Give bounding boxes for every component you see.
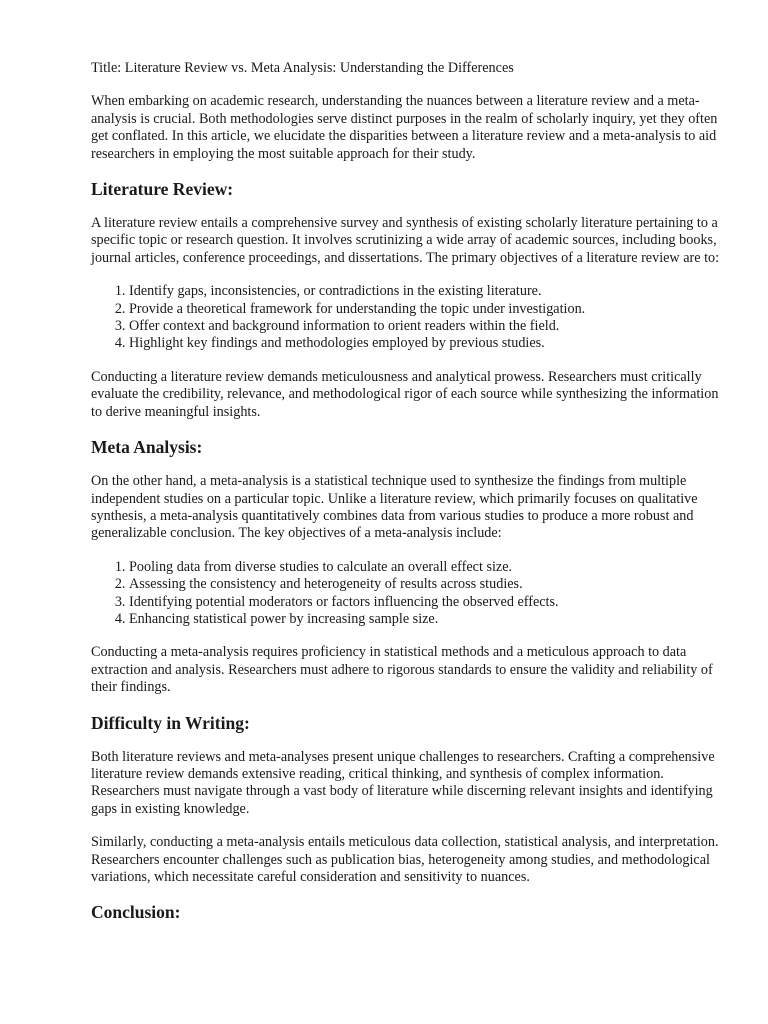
list-item: 2. Assessing the consistency and heterogeneity of results across studies. [129,576,727,593]
list-item: 3. Offer context and background information to orient readers within the field. [129,318,727,335]
meta-analysis-closing-paragraph: Conducting a meta-analysis requires proficiency in statistical methods and a meticulous approach to data extraction and analysis. Researchers must adhere to rigorous standards to ensure the validity and reliability of their findings. [91,644,713,696]
literature-review-paragraph: A literature review entails a comprehensive survey and synthesis of existing scholarly literature pertaining to a specific topic or research question. It involves scrutinizing a wide array of academic sources, including books, journal articles, conference proceedings, and dissertations. The primary objectives of a literature review are to: [91,215,720,266]
intro-paragraph: When embarking on academic research, understanding the nuances between a literature review and a meta-analysis is crucial. Both methodologies serve distinct purposes in the realm of scholarly inquiry, yet they often get conflated. In this article, we elucidate the disparities between a literature review and a meta-analysis to aid researchers in employing the most suitable approach for their study. [91,93,718,162]
document-title: Title: Literature Review vs. Meta Analysis: Understanding the Differences [91,60,514,76]
list-item: 2. Provide a theoretical framework for understanding the topic under investigation. [129,301,727,318]
list-item: 4. Highlight key findings and methodologies employed by previous studies. [129,335,727,352]
list-item: 4. Enhancing statistical power by increasing sample size. [129,611,727,628]
section-heading-conclusion: Conclusion: [91,902,181,923]
list-item: 1. Identify gaps, inconsistencies, or contradictions in the existing literature. [129,283,727,300]
list-item: 3. Identifying potential moderators or factors influencing the observed effects. [129,594,727,611]
list-item: 1. Pooling data from diverse studies to calculate an overall effect size. [129,559,727,576]
section-heading-difficulty-in-writing: Difficulty in Writing: [91,712,250,733]
document-page [91,60,727,938]
section-heading-meta-analysis: Meta Analysis: [91,437,203,458]
meta-analysis-paragraph: On the other hand, a meta-analysis is a statistical technique used to synthesize the findings from multiple independent studies on a particular topic. Unlike a literature review, which primarily focuses on qualitative synthesis, a meta-analysis quantitatively combines data from various studies to produce a more robust and generalizable conclusion. The key objectives of a meta-analysis include: [91,473,698,542]
difficulty-paragraph-2: Similarly, conducting a meta-analysis entails meticulous data collection, statistical analysis, and interpretation. Researchers encounter challenges such as publication bias, heterogeneity among studies, and methodological variations, which necessitate careful consideration and sensitivity to nuances. [91,834,719,885]
meta-analysis-objectives-list [91,559,727,629]
literature-review-objectives-list [91,283,727,353]
literature-review-closing-paragraph: Conducting a literature review demands meticulousness and analytical prowess. Researchers must critically evaluate the credibility, relevance, and methodological rigor of each source while synthesizing the information to derive meaningful insights. [91,368,719,420]
difficulty-paragraph-1: Both literature reviews and meta-analyses present unique challenges to researchers. Crafting a comprehensive literature review demands extensive reading, critical thinking, and synthesis of complex information. Researchers must navigate through a vast body of literature while discerning relevant insights and identifying gaps in existing knowledge. [91,748,715,817]
section-heading-literature-review: Literature Review: [91,179,234,200]
